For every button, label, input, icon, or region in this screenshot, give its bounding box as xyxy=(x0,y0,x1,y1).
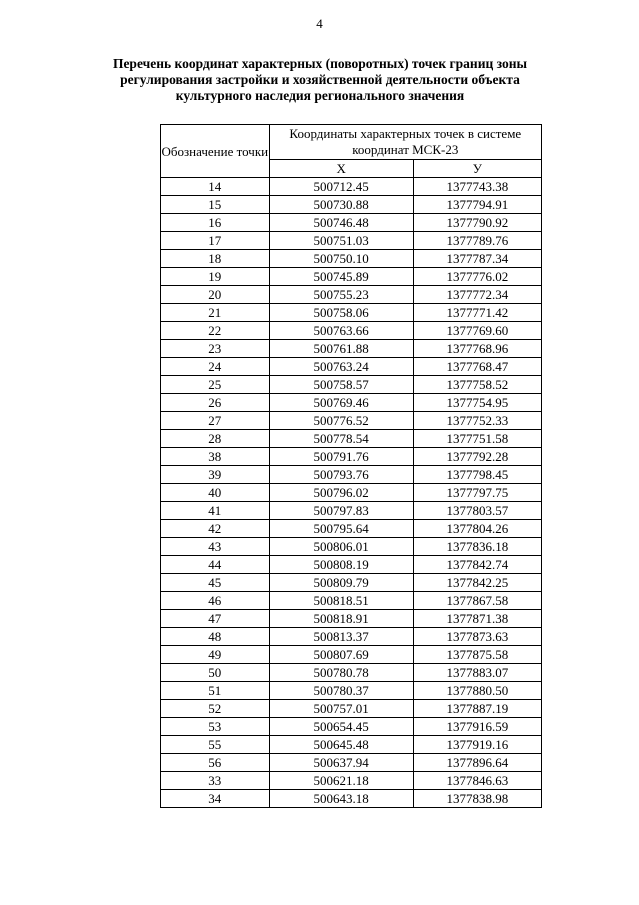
coordinates-table xyxy=(160,124,542,808)
header-y: У xyxy=(413,160,541,178)
cell-y: 1377771.42 xyxy=(413,304,541,322)
cell-x: 500621.18 xyxy=(269,772,413,790)
table-row xyxy=(161,790,542,808)
header-coordinates-group: Координаты характерных точек в системе координат МСК-23 xyxy=(269,125,541,160)
cell-x: 500637.94 xyxy=(269,754,413,772)
cell-x: 500795.64 xyxy=(269,520,413,538)
cell-y: 1377758.52 xyxy=(413,376,541,394)
table-row xyxy=(161,214,542,232)
cell-point: 39 xyxy=(161,466,270,484)
cell-point: 33 xyxy=(161,772,270,790)
cell-x: 500807.69 xyxy=(269,646,413,664)
cell-y: 1377790.92 xyxy=(413,214,541,232)
cell-x: 500746.48 xyxy=(269,214,413,232)
table-row xyxy=(161,574,542,592)
header-x: X xyxy=(269,160,413,178)
cell-y: 1377792.28 xyxy=(413,448,541,466)
table-row xyxy=(161,682,542,700)
cell-y: 1377789.76 xyxy=(413,232,541,250)
cell-point: 52 xyxy=(161,700,270,718)
table-row xyxy=(161,430,542,448)
cell-point: 42 xyxy=(161,520,270,538)
cell-point: 34 xyxy=(161,790,270,808)
table-row xyxy=(161,376,542,394)
page-number: 4 xyxy=(316,16,323,31)
cell-y: 1377871.38 xyxy=(413,610,541,628)
cell-x: 500818.51 xyxy=(269,592,413,610)
cell-y: 1377772.34 xyxy=(413,286,541,304)
cell-y: 1377887.19 xyxy=(413,700,541,718)
cell-point: 41 xyxy=(161,502,270,520)
cell-x: 500818.91 xyxy=(269,610,413,628)
table-row xyxy=(161,178,542,196)
cell-x: 500763.24 xyxy=(269,358,413,376)
cell-y: 1377836.18 xyxy=(413,538,541,556)
cell-point: 25 xyxy=(161,376,270,394)
cell-point: 17 xyxy=(161,232,270,250)
table-row xyxy=(161,520,542,538)
cell-x: 500809.79 xyxy=(269,574,413,592)
cell-point: 56 xyxy=(161,754,270,772)
cell-y: 1377883.07 xyxy=(413,664,541,682)
cell-x: 500751.03 xyxy=(269,232,413,250)
cell-point: 23 xyxy=(161,340,270,358)
cell-y: 1377768.47 xyxy=(413,358,541,376)
cell-y: 1377846.63 xyxy=(413,772,541,790)
cell-x: 500813.37 xyxy=(269,628,413,646)
cell-y: 1377743.38 xyxy=(413,178,541,196)
table-row xyxy=(161,448,542,466)
cell-x: 500750.10 xyxy=(269,250,413,268)
cell-y: 1377919.16 xyxy=(413,736,541,754)
table-row xyxy=(161,664,542,682)
table-row xyxy=(161,538,542,556)
table-row xyxy=(161,232,542,250)
cell-y: 1377916.59 xyxy=(413,718,541,736)
cell-point: 44 xyxy=(161,556,270,574)
cell-point: 22 xyxy=(161,322,270,340)
document-title-line-2: регулирования застройки и хозяйственной деятельности объекта xyxy=(120,72,520,87)
cell-x: 500758.06 xyxy=(269,304,413,322)
cell-y: 1377875.58 xyxy=(413,646,541,664)
cell-point: 45 xyxy=(161,574,270,592)
cell-x: 500808.19 xyxy=(269,556,413,574)
table-header xyxy=(161,125,542,178)
cell-point: 49 xyxy=(161,646,270,664)
header-point-designation: Обозначение точки xyxy=(161,125,270,178)
cell-y: 1377776.02 xyxy=(413,268,541,286)
cell-point: 16 xyxy=(161,214,270,232)
table-row xyxy=(161,196,542,214)
table-row xyxy=(161,466,542,484)
cell-y: 1377798.45 xyxy=(413,466,541,484)
cell-point: 18 xyxy=(161,250,270,268)
cell-x: 500730.88 xyxy=(269,196,413,214)
cell-point: 20 xyxy=(161,286,270,304)
cell-point: 46 xyxy=(161,592,270,610)
cell-x: 500757.01 xyxy=(269,700,413,718)
cell-point: 14 xyxy=(161,178,270,196)
cell-x: 500780.78 xyxy=(269,664,413,682)
table-row xyxy=(161,628,542,646)
cell-point: 15 xyxy=(161,196,270,214)
cell-y: 1377896.64 xyxy=(413,754,541,772)
cell-x: 500645.48 xyxy=(269,736,413,754)
table-row xyxy=(161,502,542,520)
cell-point: 40 xyxy=(161,484,270,502)
cell-x: 500758.57 xyxy=(269,376,413,394)
table-row xyxy=(161,304,542,322)
cell-x: 500761.88 xyxy=(269,340,413,358)
cell-point: 27 xyxy=(161,412,270,430)
cell-y: 1377768.96 xyxy=(413,340,541,358)
cell-point: 51 xyxy=(161,682,270,700)
cell-x: 500654.45 xyxy=(269,718,413,736)
cell-x: 500776.52 xyxy=(269,412,413,430)
cell-y: 1377867.58 xyxy=(413,592,541,610)
table-row xyxy=(161,340,542,358)
cell-y: 1377838.98 xyxy=(413,790,541,808)
cell-y: 1377754.95 xyxy=(413,394,541,412)
cell-y: 1377787.34 xyxy=(413,250,541,268)
cell-x: 500755.23 xyxy=(269,286,413,304)
table-row xyxy=(161,700,542,718)
cell-x: 500745.89 xyxy=(269,268,413,286)
document-title xyxy=(90,56,550,104)
cell-point: 24 xyxy=(161,358,270,376)
table-row xyxy=(161,754,542,772)
table-row xyxy=(161,772,542,790)
cell-point: 38 xyxy=(161,448,270,466)
table-row xyxy=(161,394,542,412)
table-row xyxy=(161,412,542,430)
table-row xyxy=(161,286,542,304)
cell-y: 1377803.57 xyxy=(413,502,541,520)
cell-y: 1377797.75 xyxy=(413,484,541,502)
table-row xyxy=(161,646,542,664)
cell-point: 43 xyxy=(161,538,270,556)
cell-y: 1377842.25 xyxy=(413,574,541,592)
cell-x: 500763.66 xyxy=(269,322,413,340)
cell-point: 47 xyxy=(161,610,270,628)
cell-x: 500791.76 xyxy=(269,448,413,466)
cell-y: 1377752.33 xyxy=(413,412,541,430)
table-row xyxy=(161,610,542,628)
cell-x: 500712.45 xyxy=(269,178,413,196)
cell-point: 21 xyxy=(161,304,270,322)
table-row xyxy=(161,358,542,376)
cell-point: 55 xyxy=(161,736,270,754)
cell-y: 1377880.50 xyxy=(413,682,541,700)
cell-x: 500806.01 xyxy=(269,538,413,556)
table-row xyxy=(161,556,542,574)
cell-x: 500780.37 xyxy=(269,682,413,700)
cell-point: 53 xyxy=(161,718,270,736)
table-row xyxy=(161,592,542,610)
cell-y: 1377794.91 xyxy=(413,196,541,214)
cell-y: 1377769.60 xyxy=(413,322,541,340)
cell-x: 500643.18 xyxy=(269,790,413,808)
table-row xyxy=(161,718,542,736)
cell-y: 1377873.63 xyxy=(413,628,541,646)
cell-point: 28 xyxy=(161,430,270,448)
cell-point: 50 xyxy=(161,664,270,682)
document-title-line-3: культурного наследия регионального значения xyxy=(175,88,465,103)
table-row xyxy=(161,322,542,340)
cell-y: 1377842.74 xyxy=(413,556,541,574)
cell-point: 48 xyxy=(161,628,270,646)
table-body xyxy=(161,178,542,808)
cell-x: 500793.76 xyxy=(269,466,413,484)
table-row xyxy=(161,736,542,754)
cell-point: 19 xyxy=(161,268,270,286)
cell-x: 500797.83 xyxy=(269,502,413,520)
cell-point: 26 xyxy=(161,394,270,412)
cell-x: 500796.02 xyxy=(269,484,413,502)
cell-y: 1377751.58 xyxy=(413,430,541,448)
table-row xyxy=(161,250,542,268)
cell-x: 500778.54 xyxy=(269,430,413,448)
table-row xyxy=(161,484,542,502)
cell-x: 500769.46 xyxy=(269,394,413,412)
cell-y: 1377804.26 xyxy=(413,520,541,538)
document-title-line-1: Перечень координат характерных (поворотных) точек границ зоны xyxy=(112,56,528,71)
table-row xyxy=(161,268,542,286)
